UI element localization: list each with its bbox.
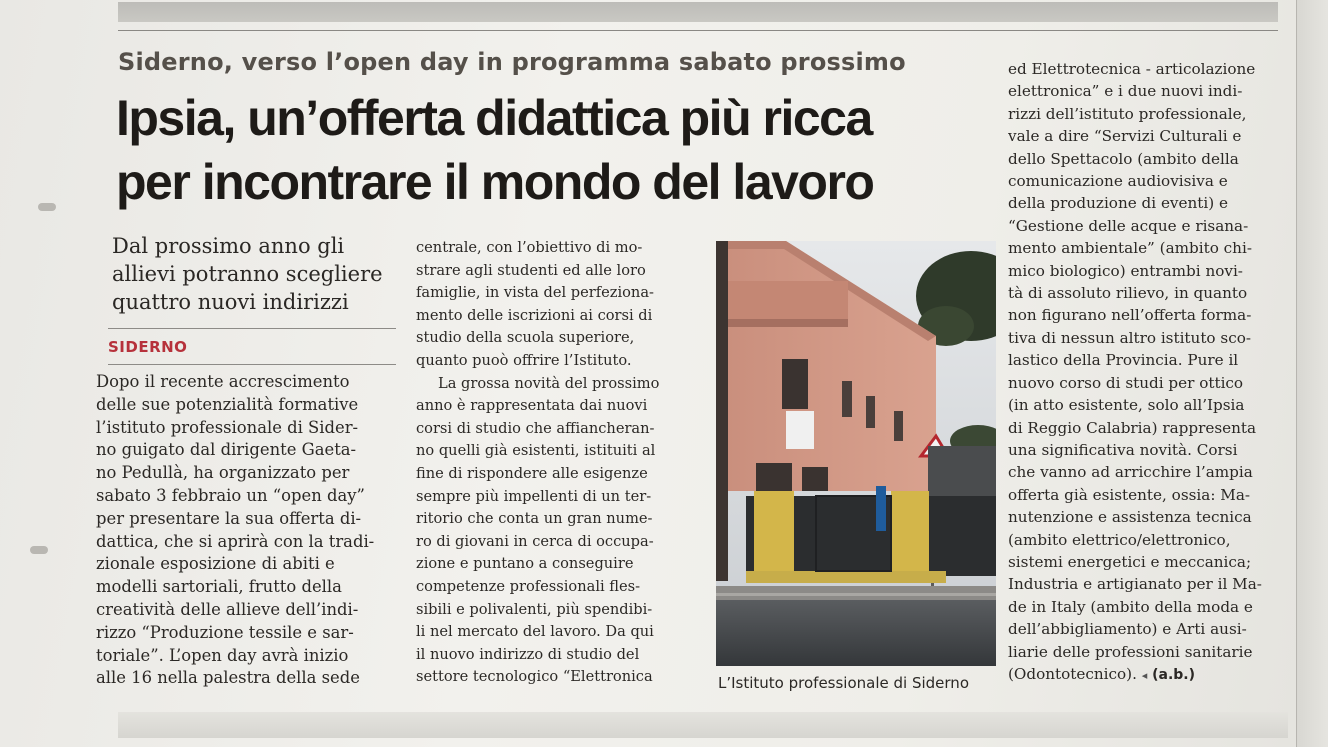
headline-line: Ipsia, un’offerta didattica più ricca xyxy=(116,90,872,146)
body-line: offerta già esistente, ossia: Ma- xyxy=(1008,485,1251,504)
body-line: de in Italy (ambito della moda e xyxy=(1008,597,1253,616)
body-line: alle 16 nella palestra della sede xyxy=(96,668,360,688)
body-line: no quelli già esistenti, istituiti al xyxy=(416,442,656,460)
body-column-2 xyxy=(416,237,701,689)
body-line: liarie delle professioni sanitarie xyxy=(1008,642,1253,661)
body-line: La grossa novità del prossimo xyxy=(438,374,660,392)
divider xyxy=(108,328,396,329)
school-building-photo xyxy=(716,241,996,666)
end-mark: ◂ xyxy=(1141,668,1148,682)
body-line: di Reggio Calabria) rappresenta xyxy=(1008,418,1257,437)
body-line: fine di rispondere alle esigenze xyxy=(416,464,648,482)
body-line: quanto puoò offrire l’Istituto. xyxy=(416,351,632,369)
body-column-3 xyxy=(1008,58,1284,687)
body-line: mento ambientale” (ambito chi- xyxy=(1008,239,1252,258)
body-line: famiglie, in vista del perfeziona- xyxy=(416,284,654,302)
subhead-line: Dal prossimo anno gli xyxy=(112,234,345,258)
body-line: dell’abbigliamento) e Arti ausi- xyxy=(1008,620,1247,639)
body-line: mico biologico) entrambi novi- xyxy=(1008,261,1243,280)
body-line: non figurano nell’offerta forma- xyxy=(1008,306,1252,325)
body-line: rizzo “Produzione tessile e sar- xyxy=(96,622,354,642)
article-kicker: Siderno, verso l’open day in programma sabato prossimo xyxy=(118,48,906,76)
body-line: della produzione di eventi) e xyxy=(1008,194,1228,213)
body-line: vale a dire “Servizi Culturali e xyxy=(1008,127,1242,146)
article-subhead xyxy=(112,232,402,316)
divider xyxy=(108,364,396,365)
body-line: centrale, con l’obiettivo di mo- xyxy=(416,239,643,256)
body-line: zione e puntano a conseguire xyxy=(416,555,634,573)
adjacent-page-edge xyxy=(1296,0,1328,747)
body-line: (ambito elettrico/elettronico, xyxy=(1008,530,1231,549)
body-line: anno è rappresentata dai nuovi xyxy=(416,397,648,415)
body-line: sempre più impellenti di un ter- xyxy=(416,487,652,505)
body-line: nutenzione e assistenza tecnica xyxy=(1008,508,1252,527)
body-line: sabato 3 febbraio un “open day” xyxy=(96,485,365,505)
body-line: una significativa novità. Corsi xyxy=(1008,440,1238,459)
body-line: Industria e artigianato per il Ma- xyxy=(1008,575,1262,594)
byline: (a.b.) xyxy=(1152,666,1196,683)
body-line: “Gestione delle acque e risana- xyxy=(1008,216,1249,235)
body-line: sistemi energetici e meccanica; xyxy=(1008,552,1252,571)
punch-hole xyxy=(38,203,56,211)
body-line: creatività delle allieve dell’indi- xyxy=(96,599,359,619)
body-line: nuovo corso di studi per ottico xyxy=(1008,373,1244,392)
body-line: dattica, che si aprirà con la tradi- xyxy=(96,531,375,551)
body-line: toriale”. L’open day avrà inizio xyxy=(96,645,349,665)
body-line: sibili e polivalenti, più spendibi- xyxy=(416,600,653,618)
body-line: settore tecnologico “Elettronica xyxy=(416,668,653,686)
article-headline xyxy=(116,86,996,214)
body-column-1 xyxy=(96,371,396,690)
last-line-text: (Odontotecnico). xyxy=(1008,664,1137,683)
body-line: dello Spettacolo (ambito della xyxy=(1008,149,1239,168)
body-line: strare agli studenti ed alle loro xyxy=(416,261,646,279)
body-line: tà di assoluto rilievo, in quanto xyxy=(1008,284,1248,303)
body-line: li nel mercato del lavoro. Da qui xyxy=(416,623,654,641)
body-line-last xyxy=(1008,663,1284,687)
body-line: no guigato dal dirigente Gaeta- xyxy=(96,440,357,460)
headline-line: per incontrare il mondo del lavoro xyxy=(116,154,874,210)
body-line: l’istituto professionale di Sider- xyxy=(96,417,359,437)
body-line: ed Elettrotecnica - articolazione xyxy=(1008,60,1256,78)
body-line: che vanno ad arricchire l’ampia xyxy=(1008,463,1253,482)
bottom-band xyxy=(118,712,1288,738)
top-band xyxy=(118,2,1278,22)
body-line: mento delle iscrizioni ai corsi di xyxy=(416,306,653,324)
subhead-line: quattro nuovi indirizzi xyxy=(112,290,349,314)
body-line: comunicazione audiovisiva e xyxy=(1008,172,1228,191)
body-line: ritorio che conta un gran nume- xyxy=(416,510,653,528)
punch-hole xyxy=(30,546,48,554)
top-rule xyxy=(118,30,1278,31)
body-line: delle sue potenzialità formative xyxy=(96,394,359,414)
body-line: Dopo il recente accrescimento xyxy=(96,372,350,391)
body-line: per presentare la sua offerta di- xyxy=(96,508,362,528)
body-line: studio della scuola superiore, xyxy=(416,329,635,347)
body-line: modelli sartoriali, frutto della xyxy=(96,577,342,597)
dateline: SIDERNO xyxy=(108,338,188,356)
body-line: rizzi dell’istituto professionale, xyxy=(1008,104,1247,123)
body-line: (in atto esistente, solo all’Ipsia xyxy=(1008,396,1245,415)
subhead-line: allievi potranno scegliere xyxy=(112,262,383,286)
photo-caption: L’Istituto professionale di Siderno xyxy=(718,674,969,692)
body-line: lastico della Provincia. Pure il xyxy=(1008,351,1239,370)
body-line: zionale esposizione di abiti e xyxy=(96,554,335,574)
body-line: corsi di studio che affiancheran- xyxy=(416,419,655,437)
body-line: no Pedullà, ha organizzato per xyxy=(96,463,350,483)
body-line: competenze professionali fles- xyxy=(416,577,641,595)
body-line: ro di giovani in cerca di occupa- xyxy=(416,532,654,550)
body-line: elettronica” e i due nuovi indi- xyxy=(1008,82,1243,101)
body-line: tiva di nessun altro istituto sco- xyxy=(1008,328,1251,347)
body-line: il nuovo indirizzo di studio del xyxy=(416,645,640,663)
